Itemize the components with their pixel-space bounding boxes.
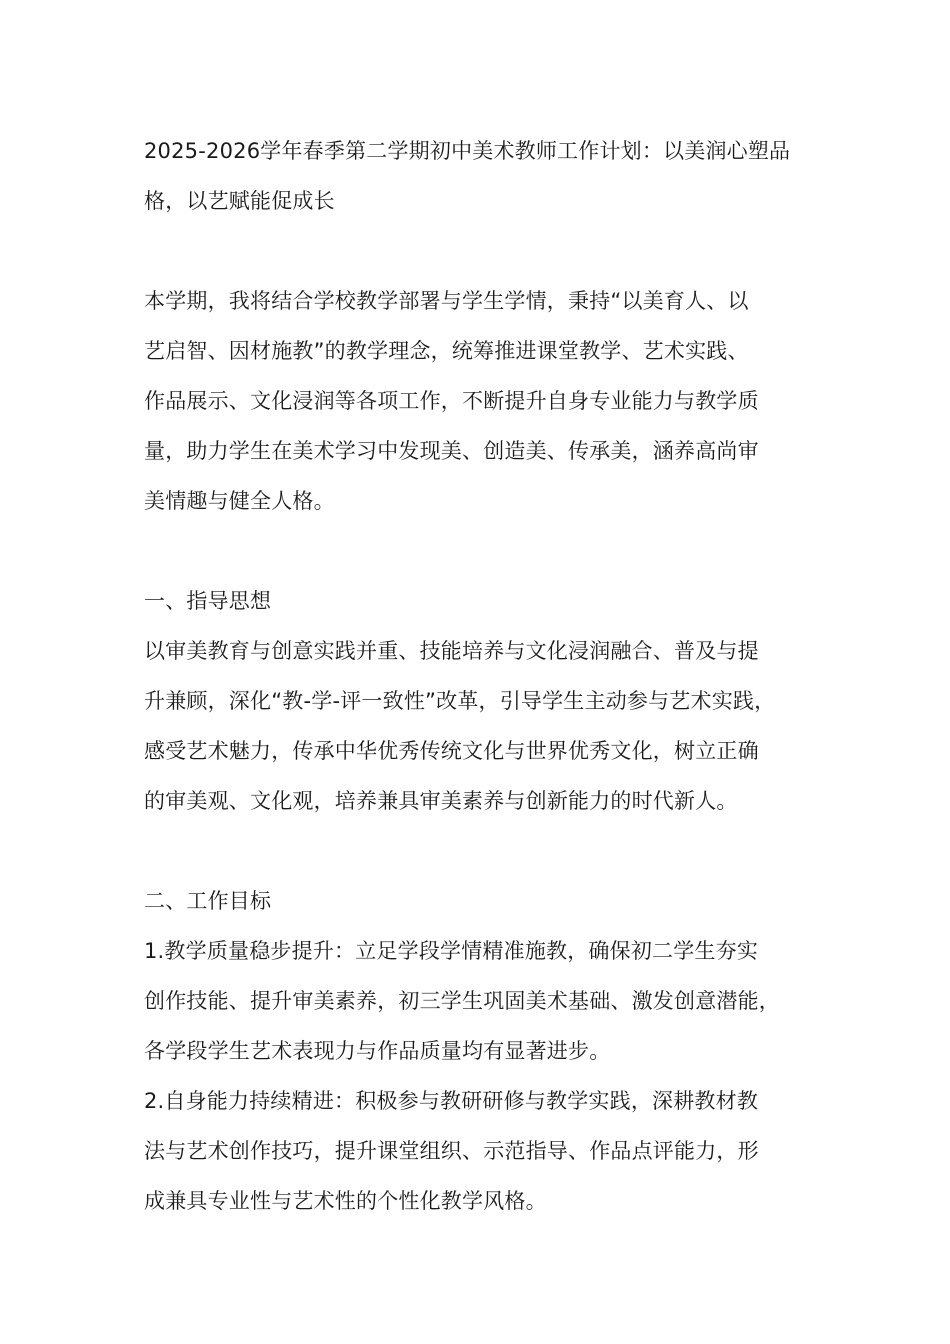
paragraph-line: 成兼具专业性与艺术性的个性化教学风格。	[144, 1189, 547, 1213]
paragraph-line: 艺启智、因材施教”的教学理念，统筹推进课堂教学、艺术实践、	[144, 339, 749, 363]
spacer	[144, 526, 824, 576]
section-heading: 二、工作目标	[144, 889, 272, 913]
paragraph-line: 作品展示、文化浸润等各项工作，不断提升自身专业能力与教学质	[144, 389, 759, 413]
paragraph-line: 各学段学生艺术表现力与作品质量均有显著进步。	[144, 1039, 611, 1063]
paragraph-line: 量，助力学生在美术学习中发现美、创造美、传承美，涵养高尚审	[144, 439, 759, 463]
paragraph-line: 以审美教育与创意实践并重、技能培养与文化浸润融合、普及与提	[144, 639, 759, 663]
paragraph-line: 感受艺术魅力，传承中华优秀传统文化与世界优秀文化，树立正确	[144, 739, 759, 763]
title-line: 2025-2026学年春季第二学期初中美术教师工作计划：以美润心塑品	[144, 139, 791, 163]
document-title	[144, 126, 824, 226]
spacer	[144, 226, 824, 276]
section-work-goals	[144, 876, 824, 1226]
paragraph-line: 2.自身能力持续精进：积极参与教研研修与教学实践，深耕教材教	[144, 1089, 759, 1113]
paragraph-line: 美情趣与健全人格。	[144, 489, 335, 513]
intro-paragraph	[144, 276, 824, 526]
section-heading: 一、指导思想	[144, 589, 272, 613]
paragraph-line: 升兼顾，深化“教-学-评一致性”改革，引导学生主动参与艺术实践，	[144, 689, 776, 713]
goal-item-2	[144, 1076, 824, 1226]
paragraph-line: 本学期，我将结合学校教学部署与学生学情，秉持“以美育人、以	[144, 289, 749, 313]
paragraph-line: 的审美观、文化观，培养兼具审美素养与创新能力的时代新人。	[144, 789, 738, 813]
paragraph-line: 法与艺术创作技巧，提升课堂组织、示范指导、作品点评能力，形	[144, 1139, 759, 1163]
document-page	[144, 126, 824, 1226]
paragraph-line: 创作技能、提升审美素养，初三学生巩固美术基础、激发创意潜能，	[144, 989, 780, 1013]
section-guiding-ideology	[144, 576, 824, 826]
paragraph-line: 1.教学质量稳步提升：立足学段学情精准施教，确保初二学生夯实	[144, 939, 759, 963]
spacer	[144, 826, 824, 876]
title-line: 格，以艺赋能促成长	[144, 189, 335, 213]
goal-item-1	[144, 926, 824, 1076]
